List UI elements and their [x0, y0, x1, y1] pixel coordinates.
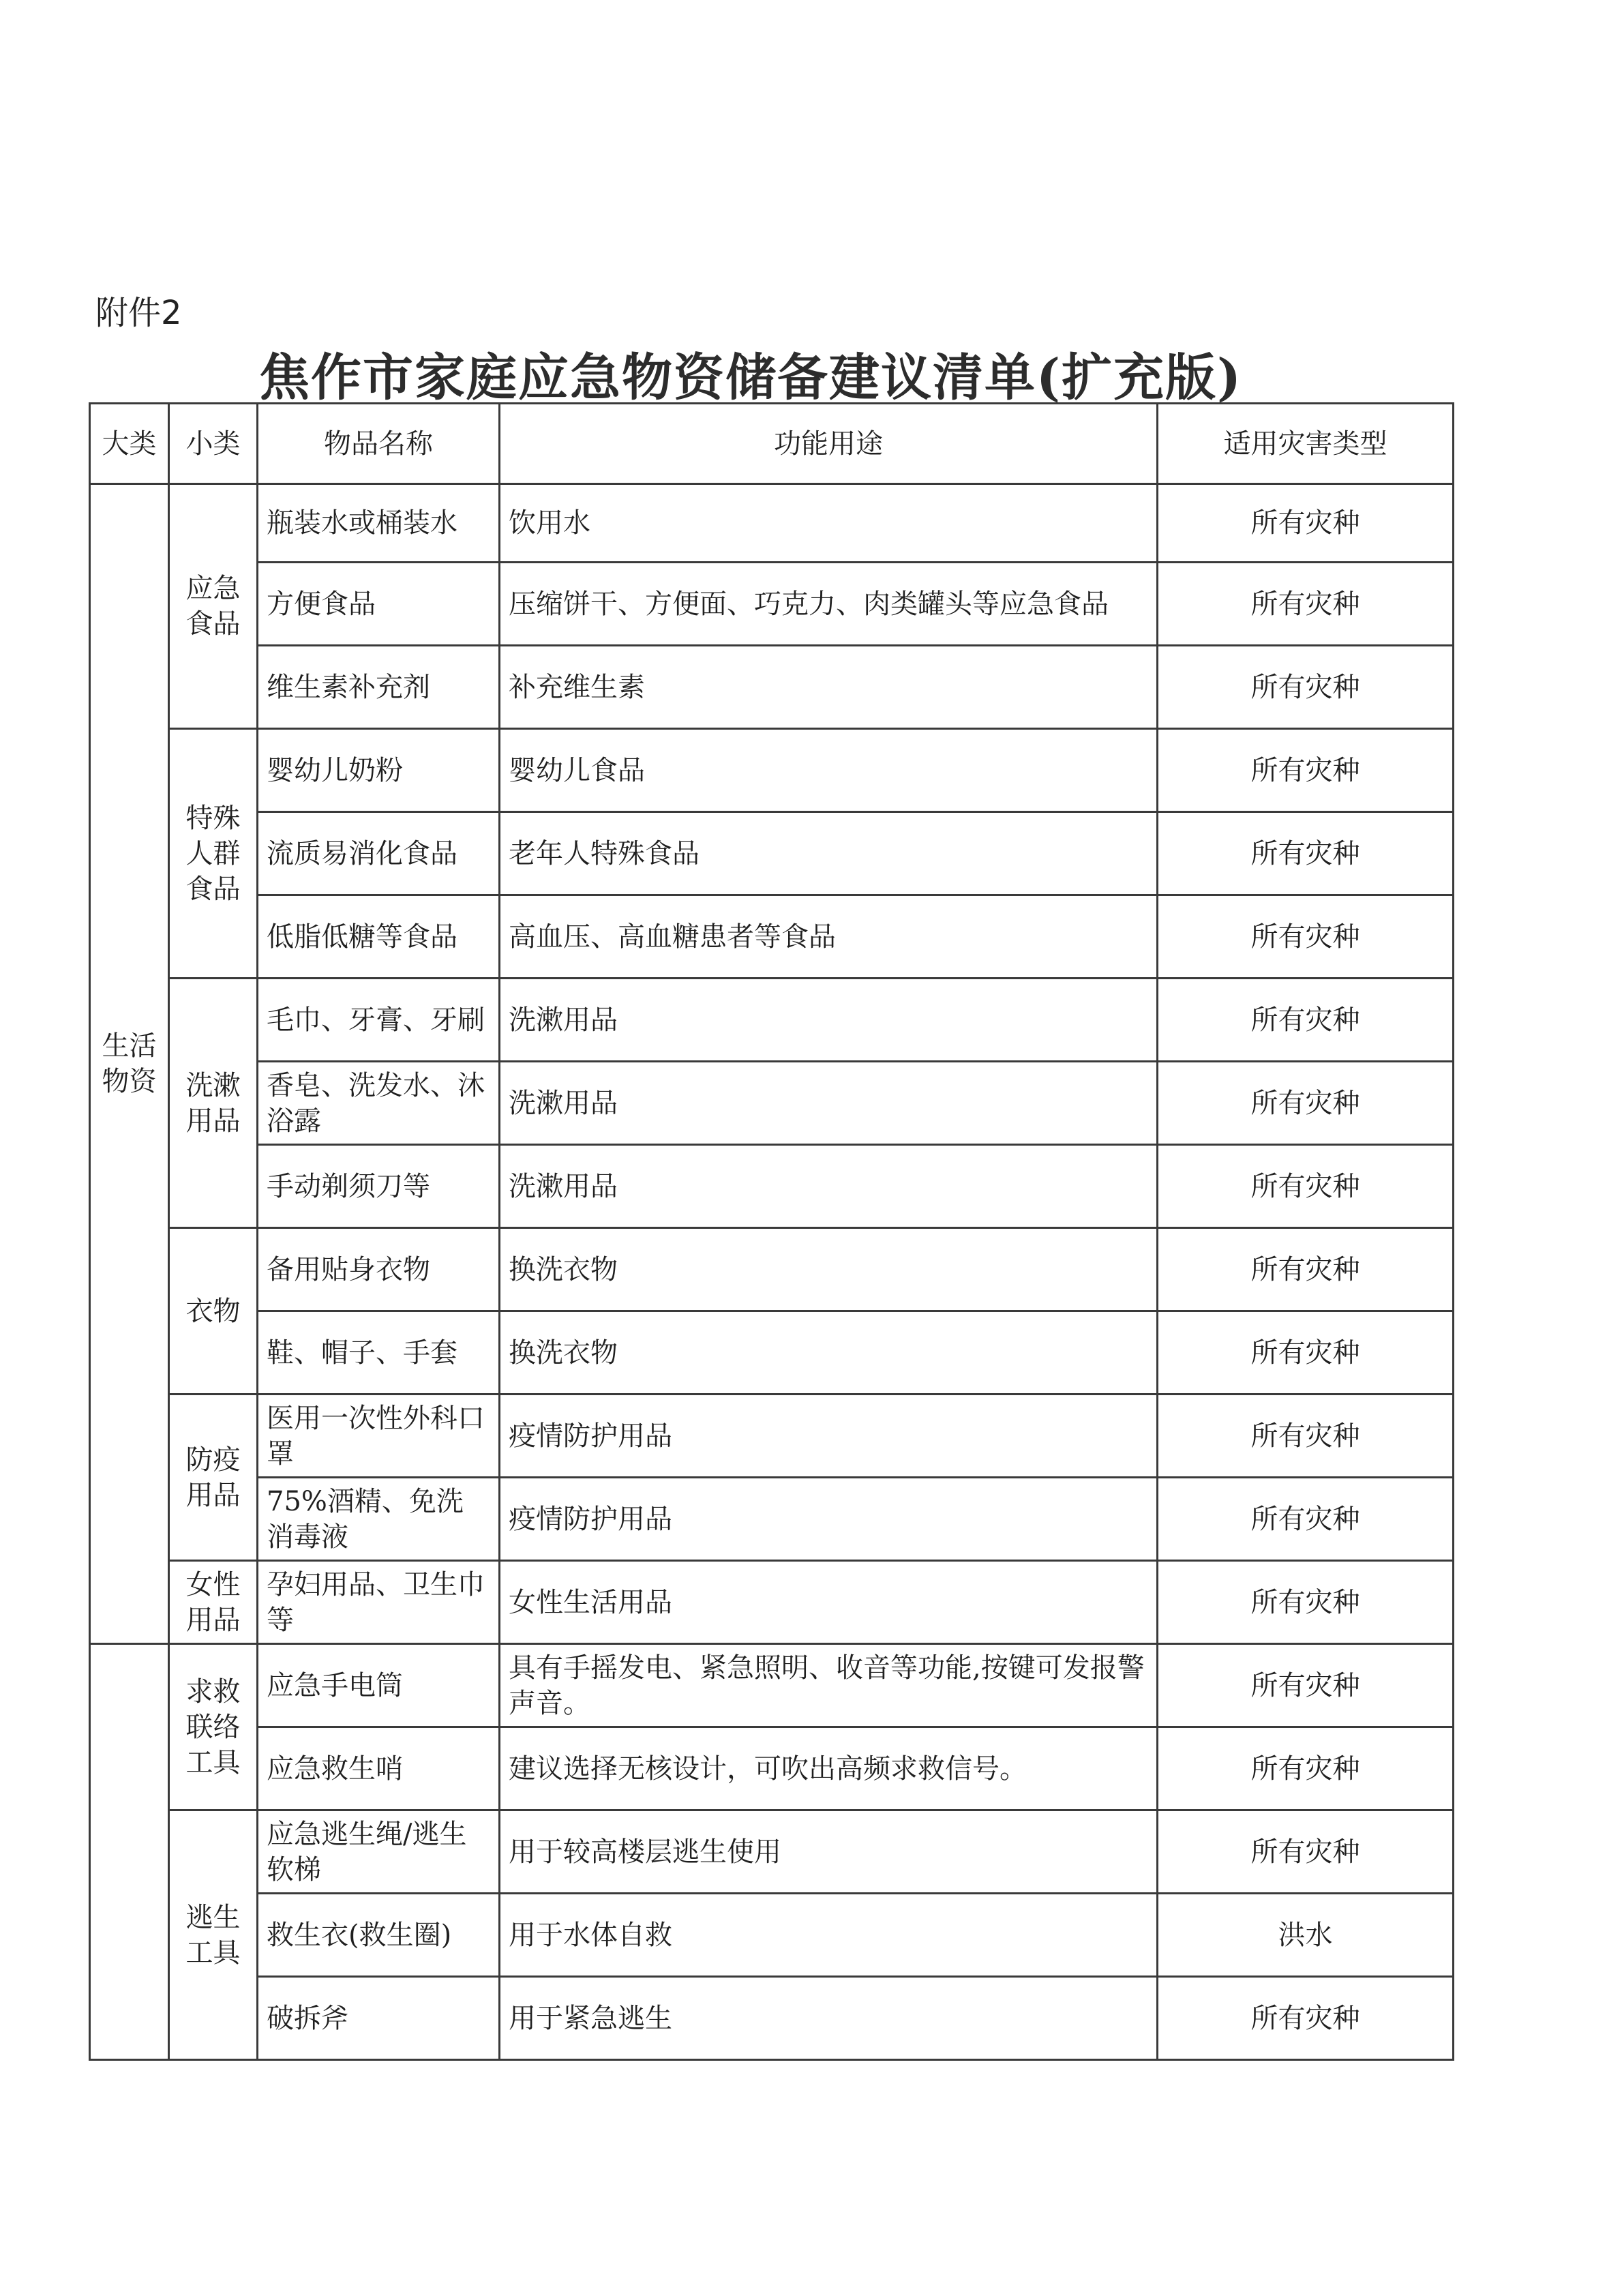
- subcategory-cell: 女性用品: [169, 1561, 258, 1644]
- header-subcategory: 小类: [169, 404, 258, 484]
- item-usage: 洗漱用品: [500, 979, 1158, 1062]
- subcategory-cell: 衣物: [169, 1228, 258, 1395]
- table-row: [90, 1977, 1454, 2060]
- item-usage: 洗漱用品: [500, 1062, 1158, 1145]
- attachment-label: 附件2: [95, 294, 182, 332]
- item-usage: 疫情防护用品: [500, 1395, 1158, 1478]
- item-name: 鞋、帽子、手套: [258, 1311, 500, 1395]
- item-usage: 老年人特殊食品: [500, 812, 1158, 895]
- item-hazard: 所有灾种: [1158, 1478, 1454, 1561]
- table-row: [90, 729, 1454, 812]
- table-row: [90, 1478, 1454, 1561]
- table-header-row: [90, 404, 1454, 484]
- table-row: [90, 646, 1454, 729]
- item-hazard: 所有灾种: [1158, 1311, 1454, 1395]
- item-name: 低脂低糖等食品: [258, 895, 500, 979]
- supply-table: [89, 402, 1454, 2061]
- item-name: 应急救生哨: [258, 1727, 500, 1810]
- item-name: 手动剃须刀等: [258, 1145, 500, 1228]
- item-name: 维生素补充剂: [258, 646, 500, 729]
- subcategory-cell: 应急食品: [169, 484, 258, 729]
- item-name: 应急逃生绳/逃生软梯: [258, 1810, 500, 1894]
- item-hazard: 所有灾种: [1158, 979, 1454, 1062]
- item-usage: 换洗衣物: [500, 1228, 1158, 1311]
- item-usage: 疫情防护用品: [500, 1478, 1158, 1561]
- item-hazard: 所有灾种: [1158, 895, 1454, 979]
- item-name: 破拆斧: [258, 1977, 500, 2060]
- item-name: 75%酒精、免洗消毒液: [258, 1478, 500, 1561]
- header-category: 大类: [90, 404, 169, 484]
- item-hazard: 所有灾种: [1158, 1395, 1454, 1478]
- item-usage: 具有手摇发电、紧急照明、收音等功能,按键可发报警声音。: [500, 1644, 1158, 1727]
- document-title: 焦作市家庭应急物资储备建议清单(扩充版): [259, 348, 1243, 407]
- item-usage: 用于较高楼层逃生使用: [500, 1810, 1158, 1894]
- item-hazard: 所有灾种: [1158, 1561, 1454, 1644]
- table-row: [90, 1145, 1454, 1228]
- item-hazard: 所有灾种: [1158, 1977, 1454, 2060]
- item-hazard: 所有灾种: [1158, 646, 1454, 729]
- item-usage: 建议选择无核设计，可吹出高频求救信号。: [500, 1727, 1158, 1810]
- item-hazard: 所有灾种: [1158, 563, 1454, 646]
- item-hazard: 所有灾种: [1158, 1810, 1454, 1894]
- table-row: [90, 1561, 1454, 1644]
- category-cell: [90, 1644, 169, 2060]
- item-usage: 女性生活用品: [500, 1561, 1158, 1644]
- item-usage: 高血压、高血糖患者等食品: [500, 895, 1158, 979]
- table-row: [90, 563, 1454, 646]
- item-hazard: 所有灾种: [1158, 1228, 1454, 1311]
- item-hazard: 所有灾种: [1158, 1062, 1454, 1145]
- item-usage: 换洗衣物: [500, 1311, 1158, 1395]
- item-name: 毛巾、牙膏、牙刷: [258, 979, 500, 1062]
- item-usage: 用于水体自救: [500, 1894, 1158, 1977]
- item-usage: 压缩饼干、方便面、巧克力、肉类罐头等应急食品: [500, 563, 1158, 646]
- table-row: [90, 979, 1454, 1062]
- table-row: [90, 1894, 1454, 1977]
- table-row: [90, 484, 1454, 563]
- item-hazard: 洪水: [1158, 1894, 1454, 1977]
- item-name: 医用一次性外科口罩: [258, 1395, 500, 1478]
- item-name: 备用贴身衣物: [258, 1228, 500, 1311]
- table-row: [90, 1311, 1454, 1395]
- item-name: 瓶装水或桶装水: [258, 484, 500, 563]
- table-row: [90, 1727, 1454, 1810]
- item-name: 救生衣(救生圈): [258, 1894, 500, 1977]
- table-row: [90, 1810, 1454, 1894]
- item-usage: 饮用水: [500, 484, 1158, 563]
- item-usage: 婴幼儿食品: [500, 729, 1158, 812]
- item-hazard: 所有灾种: [1158, 1644, 1454, 1727]
- item-name: 应急手电筒: [258, 1644, 500, 1727]
- item-usage: 用于紧急逃生: [500, 1977, 1158, 2060]
- header-item: 物品名称: [258, 404, 500, 484]
- subcategory-cell: 洗漱用品: [169, 979, 258, 1228]
- item-usage: 洗漱用品: [500, 1145, 1158, 1228]
- item-hazard: 所有灾种: [1158, 729, 1454, 812]
- item-name: 方便食品: [258, 563, 500, 646]
- table-row: [90, 1062, 1454, 1145]
- item-hazard: 所有灾种: [1158, 1727, 1454, 1810]
- item-name: 婴幼儿奶粉: [258, 729, 500, 812]
- table-row: [90, 1395, 1454, 1478]
- subcategory-cell: 逃生工具: [169, 1810, 258, 2060]
- item-hazard: 所有灾种: [1158, 1145, 1454, 1228]
- item-name: 流质易消化食品: [258, 812, 500, 895]
- header-hazard: 适用灾害类型: [1158, 404, 1454, 484]
- header-usage: 功能用途: [500, 404, 1158, 484]
- table-row: [90, 812, 1454, 895]
- item-hazard: 所有灾种: [1158, 812, 1454, 895]
- category-cell: 生活物资: [90, 484, 169, 1644]
- table-row: [90, 1644, 1454, 1727]
- subcategory-cell: 特殊人群食品: [169, 729, 258, 979]
- subcategory-cell: 求救联络工具: [169, 1644, 258, 1810]
- table-row: [90, 895, 1454, 979]
- item-usage: 补充维生素: [500, 646, 1158, 729]
- supply-table-container: [89, 402, 1452, 2061]
- item-hazard: 所有灾种: [1158, 484, 1454, 563]
- table-row: [90, 1228, 1454, 1311]
- item-name: 香皂、洗发水、沐浴露: [258, 1062, 500, 1145]
- item-name: 孕妇用品、卫生巾等: [258, 1561, 500, 1644]
- subcategory-cell: 防疫用品: [169, 1395, 258, 1561]
